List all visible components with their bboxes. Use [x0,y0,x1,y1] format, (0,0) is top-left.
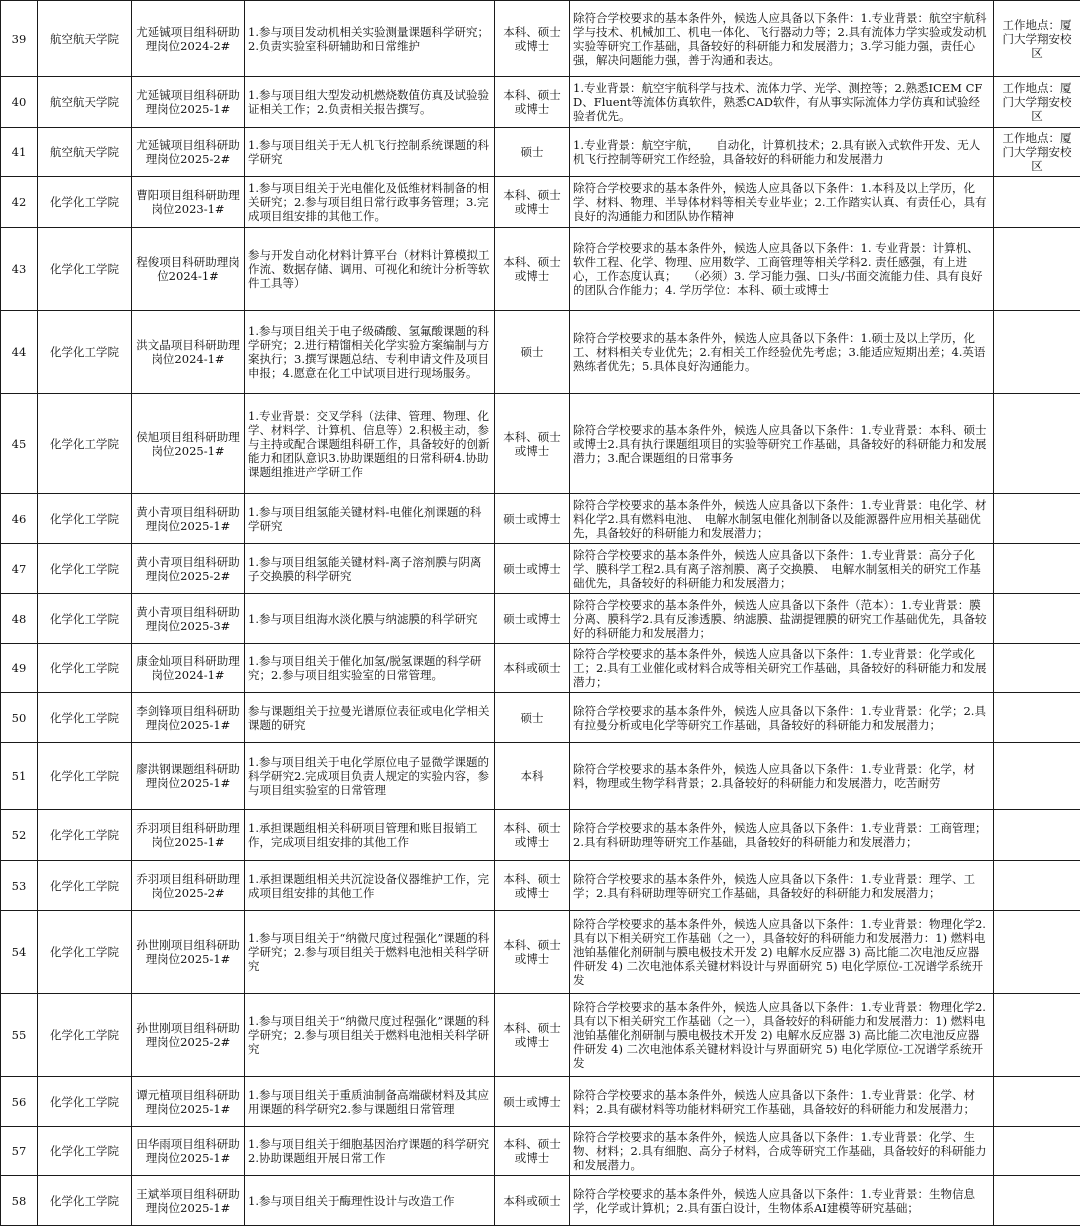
college-cell: 化学化工学院 [38,1127,132,1176]
requirements-cell: 除符合学校要求的基本条件外，候选人应具备以下条件：1.专业背景：航空宇航科学与技术、机械加工、机电一体化、飞行器动力等；2.具有流体力学实验或发动机实验等研究工作基础，具备较好的科研能力和发展潜力；3.学习能力强，责任心强，解决问题能力强，善于沟通和表达。 [570,1,994,77]
row-number-cell: 41 [1,128,38,177]
post-name-cell: 乔羽项目组科研助理岗位2025-1# [132,810,245,861]
note-cell [994,544,1080,594]
degree-cell: 本科、硕士或博士 [495,1,570,77]
note-cell [994,994,1080,1077]
requirements-cell: 除符合学校要求的基本条件外，候选人应具备以下条件：1.专业背景：高分子化学、膜科学工程2.具有离子溶剂膜、离子交换膜、 电解水制氢相关的研究工作基础优先，具备较好的科研能力和发展潜力； [570,544,994,594]
requirements-cell: 除符合学校要求的基本条件外，候选人应具备以下条件：1.专业背景：物理化学2.具有以下相关研究工作基础（之一），具备较好的科研能力和发展潜力：1) 燃料电池铂基催化剂研制与膜电极技术开发 2) 电解水反应器 3) 高比能二次电池反应器件研发 4) 二次电池体系关键材料设计与界面研究 5) 电化学原位-工况谱学系统开发 [570,911,994,994]
row-number-cell: 50 [1,693,38,743]
requirements-cell: 除符合学校要求的基本条件外，候选人应具备以下条件：1.专业背景：化学，材料，物理或生物学科背景；2.具备较好的科研能力和发展潜力，吃苦耐劳 [570,743,994,810]
college-cell: 航空航天学院 [38,77,132,128]
post-name-cell: 乔羽项目组科研助理岗位2025-2# [132,861,245,911]
table-row [1,594,1080,644]
duty-cell: 1.参与项目组关于细胞基因治疗课题的科学研究2.协助课题组开展日常工作 [245,1127,495,1176]
note-cell: 工作地点：厦门大学翔安校区 [994,1,1080,77]
note-cell [994,311,1080,394]
college-cell: 化学化工学院 [38,177,132,228]
row-number-cell: 39 [1,1,38,77]
duty-cell: 1.参与项目组关于无人机飞行控制系统课题的科学研究 [245,128,495,177]
duty-cell: 1.参与项目组关于酶理性设计与改造工作 [245,1176,495,1226]
requirements-cell: 除符合学校要求的基本条件外，候选人应具备以下条件：1.专业背景：理学、工学；2.具有科研助理等研究工作基础，具备较好的科研能力和发展潜力； [570,861,994,911]
note-cell: 工作地点：厦门大学翔安校区 [994,77,1080,128]
degree-cell: 硕士或博士 [495,544,570,594]
degree-cell: 硕士或博士 [495,594,570,644]
requirements-cell: 除符合学校要求的基本条件外，候选人应具备以下条件：1.本科及以上学历，化学、材料、物理、半导体材料等相关专业毕业；2.工作踏实认真、有责任心，具有良好的沟通能力和团队协作精神 [570,177,994,228]
table-row [1,911,1080,994]
duty-cell: 1.参与项目组大型发动机燃烧数值仿真及试验验证相关工作；2.负责相关报告撰写。 [245,77,495,128]
row-number-cell: 57 [1,1127,38,1176]
row-number-cell: 51 [1,743,38,810]
requirements-cell: 除符合学校要求的基本条件外，候选人应具备以下条件：1.专业背景：电化学、材料化学2.具有燃料电池、 电解水制氢电催化剂制备以及能源器件应用相关基础优先，具备较好的科研能力和发展潜力； [570,494,994,544]
post-name-cell: 尤延铖项目组科研助理岗位2025-2# [132,128,245,177]
degree-cell: 本科、硕士或博士 [495,177,570,228]
college-cell: 化学化工学院 [38,911,132,994]
degree-cell: 本科、硕士或博士 [495,861,570,911]
duty-cell: 1.参与项目组关于电化学原位电子显微学课题的科学研究2.完成项目负责人规定的实验内容，参与项目组实验室的日常管理 [245,743,495,810]
note-cell [994,228,1080,311]
table-row [1,693,1080,743]
note-cell [994,810,1080,861]
row-number-cell: 44 [1,311,38,394]
college-cell: 化学化工学院 [38,494,132,544]
note-cell [994,743,1080,810]
duty-cell: 1.专业背景：交叉学科（法律、管理、物理、化学、材料学、计算机、信息等）2.积极主动，参与主持或配合课题组科研工作，具备较好的创新能力和团队意识3.协助课题组的日常科研4.协助课题组推进产学研工作 [245,394,495,494]
degree-cell: 硕士或博士 [495,494,570,544]
college-cell: 化学化工学院 [38,594,132,644]
college-cell: 化学化工学院 [38,861,132,911]
note-cell [994,1176,1080,1226]
degree-cell: 本科或硕士 [495,1176,570,1226]
degree-cell: 本科 [495,743,570,810]
requirements-cell: 除符合学校要求的基本条件外，候选人应具备以下条件：1.专业背景：化学或化工；2.具有工业催化或材料合成等相关研究工作基础，具备较好的科研能力和发展潜力； [570,644,994,693]
post-name-cell: 田华雨项目组科研助理岗位2025-1# [132,1127,245,1176]
duty-cell: 1.参与项目组关于催化加氢/脱氢课题的科学研究；2.参与项目组实验室的日常管理。 [245,644,495,693]
duty-cell: 1.参与项目发动机相关实验测量课题科学研究；2.负责实验室科研辅助和日常维护 [245,1,495,77]
row-number-cell: 47 [1,544,38,594]
college-cell: 化学化工学院 [38,1077,132,1127]
degree-cell: 硕士或博士 [495,1077,570,1127]
college-cell: 航空航天学院 [38,1,132,77]
row-number-cell: 55 [1,994,38,1077]
duty-cell: 1.参与项目组关于重质油制备高端碳材料及其应用课题的科学研究2.参与课题组日常管理 [245,1077,495,1127]
table-row [1,128,1080,177]
requirements-cell: 除符合学校要求的基本条件外，候选人应具备以下条件：1.专业背景：化学、材料；2.具有碳材料等功能材料研究工作基础，具备较好的科研能力和发展潜力； [570,1077,994,1127]
post-name-cell: 黄小青项目组科研助理岗位2025-3# [132,594,245,644]
college-cell: 化学化工学院 [38,644,132,693]
requirements-cell: 除符合学校要求的基本条件外，候选人应具备以下条件：1.硕士及以上学历，化工、材料相关专业优先；2.有相关工作经验优先考虑；3.能适应短期出差；4.英语熟练者优先；5.具体良好沟通能力。 [570,311,994,394]
table-row [1,994,1080,1077]
duty-cell: 1.参与项目组海水淡化膜与纳滤膜的科学研究 [245,594,495,644]
degree-cell: 本科、硕士或博士 [495,994,570,1077]
requirements-cell: 除符合学校要求的基本条件外，候选人应具备以下条件：1.专业背景：工商管理；2.具有科研助理等研究工作基础，具备较好的科研能力和发展潜力； [570,810,994,861]
degree-cell: 硕士 [495,128,570,177]
post-name-cell: 谭元植项目组科研助理岗位2025-1# [132,1077,245,1127]
table-row [1,494,1080,544]
requirements-cell: 除符合学校要求的基本条件外，候选人应具备以下条件：1.专业背景：生物信息学，化学或计算机；2.具有蛋白设计，生物体系AI建模等研究基础； [570,1176,994,1226]
college-cell: 化学化工学院 [38,311,132,394]
post-name-cell: 廖洪钢课题组科研助理岗位2025-1# [132,743,245,810]
table-row [1,861,1080,911]
degree-cell: 硕士 [495,311,570,394]
table-row [1,1,1080,77]
table-row [1,311,1080,394]
requirements-cell: 除符合学校要求的基本条件外，候选人应具备以下条件（范本）：1.专业背景：膜分离、膜科学2.具有反渗透膜、纳滤膜、盐湖提锂膜的研究工作基础优先，具备较好的科研能力和发展潜力； [570,594,994,644]
college-cell: 化学化工学院 [38,743,132,810]
requirements-cell: 除符合学校要求的基本条件外，候选人应具备以下条件：1.专业背景：物理化学2.具有以下相关研究工作基础（之一），具备较好的科研能力和发展潜力：1) 燃料电池铂基催化剂研制与膜电极技术开发 2) 电解水反应器 3) 高比能二次电池反应器件研发 4) 二次电池体系关键材料设计与界面研究 5) 电化学原位-工况谱学系统开发 [570,994,994,1077]
row-number-cell: 52 [1,810,38,861]
post-name-cell: 尤延铖项目组科研助理岗位2025-1# [132,77,245,128]
row-number-cell: 54 [1,911,38,994]
table-row [1,1176,1080,1226]
table-row [1,544,1080,594]
degree-cell: 本科、硕士或博士 [495,228,570,311]
table-row [1,394,1080,494]
college-cell: 化学化工学院 [38,693,132,743]
degree-cell: 硕士 [495,693,570,743]
college-cell: 航空航天学院 [38,128,132,177]
post-name-cell: 孙世刚项目组科研助理岗位2025-2# [132,994,245,1077]
requirements-cell: 除符合学校要求的基本条件外，候选人应具备以下条件：1. 专业背景：计算机、软件工程、化学、物理、应用数学、工商管理等相关学科2. 责任感强，有上进心，工作态度认真； （必须）3. 学习能力强、口头/书面交流能力佳、具有良好的团队合作能力；4. 学历学位：本科、硕士或博士 [570,228,994,311]
post-name-cell: 康金灿项目科研助理岗位2024-1# [132,644,245,693]
table-row [1,743,1080,810]
table-row [1,177,1080,228]
row-number-cell: 56 [1,1077,38,1127]
row-number-cell: 40 [1,77,38,128]
degree-cell: 本科、硕士或博士 [495,77,570,128]
table-row [1,1127,1080,1176]
duty-cell: 1.参与项目组氢能关键材料-电催化剂课题的科学研究 [245,494,495,544]
degree-cell: 本科或硕士 [495,644,570,693]
table-row [1,1077,1080,1127]
post-name-cell: 李剑锋项目组科研助理岗位2025-1# [132,693,245,743]
requirements-cell: 1.专业背景：航空宇航科学与技术、流体力学、光学、测控等；2.熟悉ICEM CFD、Fluent等流体仿真软件，熟悉CAD软件，有从事实际流体力学仿真和试验经验者优先。 [570,77,994,128]
note-cell [994,644,1080,693]
post-name-cell: 孙世刚项目组科研助理岗位2025-1# [132,911,245,994]
college-cell: 化学化工学院 [38,810,132,861]
note-cell [994,177,1080,228]
degree-cell: 本科、硕士或博士 [495,394,570,494]
post-name-cell: 黄小青项目组科研助理岗位2025-2# [132,544,245,594]
post-name-cell: 曹阳项目组科研助理岗位2023-1# [132,177,245,228]
table-row [1,228,1080,311]
note-cell [994,1077,1080,1127]
note-cell [994,494,1080,544]
college-cell: 化学化工学院 [38,994,132,1077]
college-cell: 化学化工学院 [38,544,132,594]
post-name-cell: 尤延铖项目组科研助理岗位2024-2# [132,1,245,77]
table-row [1,77,1080,128]
row-number-cell: 58 [1,1176,38,1226]
note-cell [994,394,1080,494]
college-cell: 化学化工学院 [38,394,132,494]
post-name-cell: 黄小青项目组科研助理岗位2025-1# [132,494,245,544]
table-row [1,644,1080,693]
degree-cell: 本科、硕士或博士 [495,911,570,994]
post-name-cell: 侯旭项目组科研助理岗位2025-1# [132,394,245,494]
table-body [1,1,1080,1226]
degree-cell: 本科、硕士或博士 [495,810,570,861]
duty-cell: 1.参与项目组氢能关键材料-离子溶剂膜与阴离子交换膜的科学研究 [245,544,495,594]
note-cell [994,1127,1080,1176]
row-number-cell: 49 [1,644,38,693]
note-cell [994,911,1080,994]
note-cell: 工作地点：厦门大学翔安校区 [994,128,1080,177]
college-cell: 化学化工学院 [38,1176,132,1226]
duty-cell: 1.承担课题组相关科研项目管理和账目报销工作，完成项目组安排的其他工作 [245,810,495,861]
row-number-cell: 45 [1,394,38,494]
post-name-cell: 王斌举项目组科研助理岗位2025-1# [132,1176,245,1226]
requirements-cell: 1.专业背景：航空宇航， 自动化，计算机技术；2.具有嵌入式软件开发、无人机飞行控制等研究工作经验，具备较好的科研能力和发展潜力 [570,128,994,177]
table-row [1,810,1080,861]
row-number-cell: 48 [1,594,38,644]
post-name-cell: 程俊项目科研助理岗位2024-1# [132,228,245,311]
row-number-cell: 42 [1,177,38,228]
requirements-cell: 除符合学校要求的基本条件外，候选人应具备以下条件：1.专业背景：本科、硕士或博士2.具有执行课题组项目的实验等研究工作基础，具备较好的科研能力和发展潜力；3.配合课题组的日常事务 [570,394,994,494]
note-cell [994,861,1080,911]
requirements-cell: 除符合学校要求的基本条件外，候选人应具备以下条件：1.专业背景：化学、生物、材料；2.具有细胞、高分子材料，合成等研究工作基础，具备较好的科研能力和发展潜力。 [570,1127,994,1176]
college-cell: 化学化工学院 [38,228,132,311]
duty-cell: 1.承担课题组相关共沉淀设备仪器维护工作，完成项目组安排的其他工作 [245,861,495,911]
note-cell [994,693,1080,743]
row-number-cell: 53 [1,861,38,911]
degree-cell: 本科、硕士或博士 [495,1127,570,1176]
duty-cell: 1.参与项目组关于电子级磷酸、氢氟酸课题的科学研究；2.进行精馏相关化学实验方案编制与方案执行；3.撰写课题总结、专利申请文件及项目申报；4.愿意在化工中试项目进行现场服务。 [245,311,495,394]
post-name-cell: 洪文晶项目科研助理岗位2024-1# [132,311,245,394]
requirements-cell: 除符合学校要求的基本条件外，候选人应具备以下条件：1.专业背景：化学；2.具有拉曼分析或电化学等研究工作基础，具备较好的科研能力和发展潜力； [570,693,994,743]
duty-cell: 参与开发自动化材料计算平台（材料计算模拟工作流、数据存储、调用、可视化和统计分析等软件工具等） [245,228,495,311]
note-cell [994,594,1080,644]
duty-cell: 1.参与项目组关于“纳微尺度过程强化”课题的科学研究；2.参与项目组关于燃料电池相关科学研究 [245,994,495,1077]
duty-cell: 1.参与项目组关于光电催化及低维材料制备的相关研究；2.参与项目组日常行政事务管理；3.完成项目组安排的其他工作。 [245,177,495,228]
row-number-cell: 43 [1,228,38,311]
row-number-cell: 46 [1,494,38,544]
duty-cell: 参与课题组关于拉曼光谱原位表征或电化学相关课题的研究 [245,693,495,743]
duty-cell: 1.参与项目组关于“纳微尺度过程强化”课题的科学研究；2.参与项目组关于燃料电池相关科学研究 [245,911,495,994]
